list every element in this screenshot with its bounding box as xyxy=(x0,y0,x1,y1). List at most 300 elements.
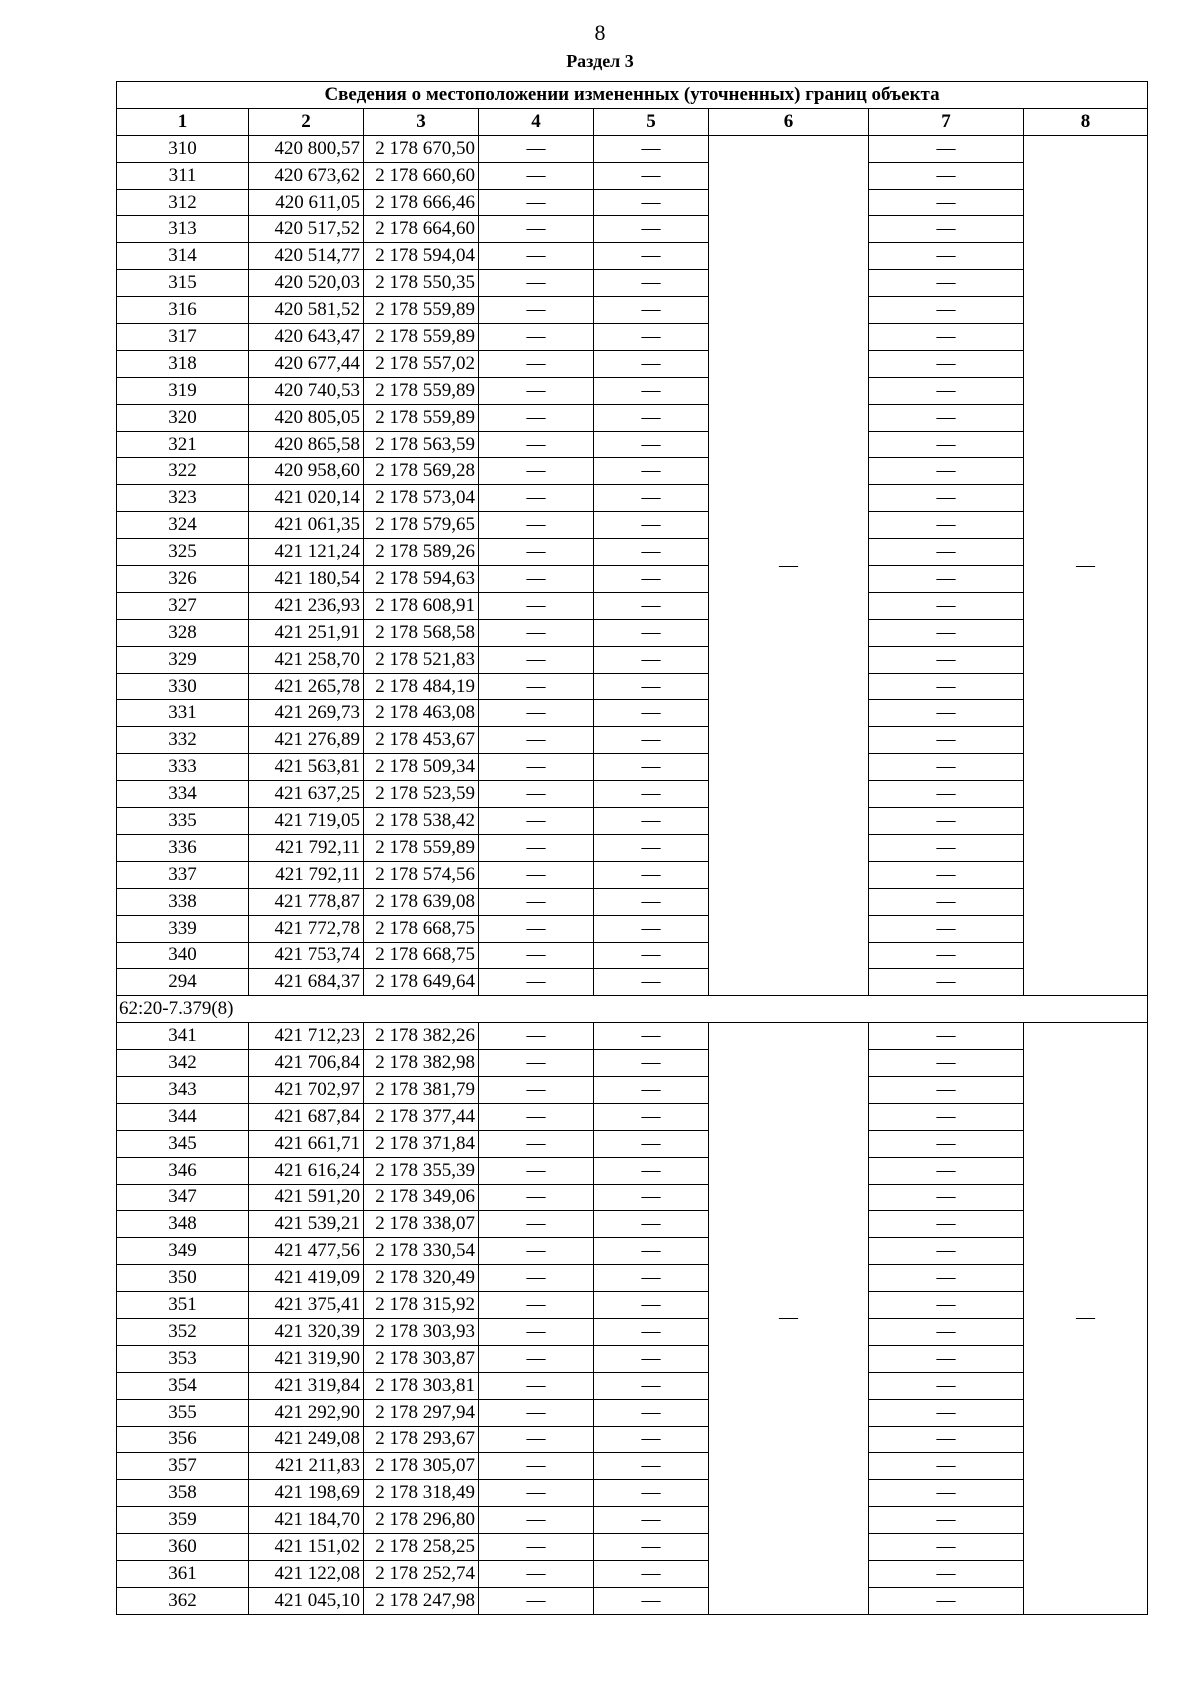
column-4-value: — xyxy=(479,1184,594,1211)
column-5-value: — xyxy=(594,135,709,162)
point-number: 362 xyxy=(117,1587,249,1614)
coordinate-y: 2 178 382,98 xyxy=(364,1050,479,1077)
coordinate-y: 2 178 258,25 xyxy=(364,1534,479,1561)
column-7-value: — xyxy=(869,619,1024,646)
table-row xyxy=(117,431,1148,458)
point-number: 323 xyxy=(117,485,249,512)
point-number: 332 xyxy=(117,727,249,754)
table-row xyxy=(117,404,1148,431)
column-4-value: — xyxy=(479,673,594,700)
column-5-value: — xyxy=(594,243,709,270)
column-4-value: — xyxy=(479,485,594,512)
column-4-value: — xyxy=(479,1587,594,1614)
coordinate-y: 2 178 660,60 xyxy=(364,162,479,189)
column-4-value: — xyxy=(479,243,594,270)
column-5-value: — xyxy=(594,566,709,593)
coordinate-y: 2 178 589,26 xyxy=(364,539,479,566)
coordinate-y: 2 178 338,07 xyxy=(364,1211,479,1238)
coordinate-x: 421 045,10 xyxy=(249,1587,364,1614)
coordinate-x: 420 643,47 xyxy=(249,324,364,351)
point-number: 358 xyxy=(117,1480,249,1507)
table-row xyxy=(117,754,1148,781)
point-number: 310 xyxy=(117,135,249,162)
column-4-value: — xyxy=(479,216,594,243)
column-header: 4 xyxy=(479,108,594,135)
table-row xyxy=(117,888,1148,915)
column-7-value: — xyxy=(869,1265,1024,1292)
column-4-value: — xyxy=(479,1130,594,1157)
coordinate-y: 2 178 297,94 xyxy=(364,1399,479,1426)
coordinate-y: 2 178 484,19 xyxy=(364,673,479,700)
column-7-value: — xyxy=(869,969,1024,996)
column-5-value: — xyxy=(594,1023,709,1050)
table-row xyxy=(117,727,1148,754)
column-4-value: — xyxy=(479,1292,594,1319)
column-5-value: — xyxy=(594,1399,709,1426)
coordinate-y: 2 178 320,49 xyxy=(364,1265,479,1292)
column-5-value: — xyxy=(594,1318,709,1345)
column-4-value: — xyxy=(479,1560,594,1587)
column-4-value: — xyxy=(479,619,594,646)
coordinate-x: 421 020,14 xyxy=(249,485,364,512)
column-4-value: — xyxy=(479,324,594,351)
column-4-value: — xyxy=(479,969,594,996)
column-7-value: — xyxy=(869,700,1024,727)
coordinate-y: 2 178 318,49 xyxy=(364,1480,479,1507)
point-number: 350 xyxy=(117,1265,249,1292)
column-7-value: — xyxy=(869,808,1024,835)
coordinate-x: 420 611,05 xyxy=(249,189,364,216)
column-4-value: — xyxy=(479,1480,594,1507)
table-row xyxy=(117,1426,1148,1453)
column-7-value: — xyxy=(869,1480,1024,1507)
column-5-value: — xyxy=(594,754,709,781)
point-number: 313 xyxy=(117,216,249,243)
coordinate-y: 2 178 639,08 xyxy=(364,888,479,915)
column-4-value: — xyxy=(479,1318,594,1345)
coordinate-y: 2 178 315,92 xyxy=(364,1292,479,1319)
coordinate-y: 2 178 649,64 xyxy=(364,969,479,996)
column-7-value: — xyxy=(869,189,1024,216)
coordinate-x: 421 151,02 xyxy=(249,1534,364,1561)
coordinate-x: 421 772,78 xyxy=(249,915,364,942)
column-7-value: — xyxy=(869,1211,1024,1238)
column-4-value: — xyxy=(479,1157,594,1184)
table-row xyxy=(117,1507,1148,1534)
column-5-value: — xyxy=(594,404,709,431)
column-4-value: — xyxy=(479,1265,594,1292)
coordinate-y: 2 178 349,06 xyxy=(364,1184,479,1211)
column-7-value: — xyxy=(869,485,1024,512)
point-number: 357 xyxy=(117,1453,249,1480)
column-5-value: — xyxy=(594,969,709,996)
coordinate-y: 2 178 568,58 xyxy=(364,619,479,646)
column-7-value: — xyxy=(869,243,1024,270)
coordinate-x: 420 865,58 xyxy=(249,431,364,458)
column-header: 1 xyxy=(117,108,249,135)
coordinate-x: 421 375,41 xyxy=(249,1292,364,1319)
coordinate-x: 421 292,90 xyxy=(249,1399,364,1426)
column-7-value: — xyxy=(869,1372,1024,1399)
table-row xyxy=(117,1372,1148,1399)
coordinate-y: 2 178 371,84 xyxy=(364,1130,479,1157)
coordinate-x: 421 616,24 xyxy=(249,1157,364,1184)
column-5-value: — xyxy=(594,646,709,673)
table-row xyxy=(117,566,1148,593)
table-row xyxy=(117,162,1148,189)
point-number: 320 xyxy=(117,404,249,431)
column-4-value: — xyxy=(479,592,594,619)
column-4-value: — xyxy=(479,1023,594,1050)
table-row xyxy=(117,700,1148,727)
coordinate-x: 421 251,91 xyxy=(249,619,364,646)
table-row xyxy=(117,1480,1148,1507)
column-4-value: — xyxy=(479,1534,594,1561)
table-row xyxy=(117,1345,1148,1372)
column-5-value: — xyxy=(594,1211,709,1238)
table-row xyxy=(117,1238,1148,1265)
column-7-value: — xyxy=(869,1157,1024,1184)
coordinate-x: 421 539,21 xyxy=(249,1211,364,1238)
page-number: 8 xyxy=(594,20,606,45)
column-7-value: — xyxy=(869,1076,1024,1103)
column-4-value: — xyxy=(479,377,594,404)
column-4-value: — xyxy=(479,135,594,162)
coordinate-y: 2 178 559,89 xyxy=(364,324,479,351)
coordinate-x: 420 740,53 xyxy=(249,377,364,404)
point-number: 315 xyxy=(117,270,249,297)
column-5-value: — xyxy=(594,1103,709,1130)
table-row xyxy=(117,324,1148,351)
coordinate-y: 2 178 664,60 xyxy=(364,216,479,243)
table-row xyxy=(117,539,1148,566)
point-number: 333 xyxy=(117,754,249,781)
segment-label: 62:20-7.379(8) xyxy=(117,996,1148,1023)
column-5-value: — xyxy=(594,727,709,754)
coordinate-x: 421 792,11 xyxy=(249,861,364,888)
column-7-value: — xyxy=(869,1453,1024,1480)
column-header: 7 xyxy=(869,108,1024,135)
coordinate-x: 421 661,71 xyxy=(249,1130,364,1157)
point-number: 328 xyxy=(117,619,249,646)
point-number: 330 xyxy=(117,673,249,700)
column-5-value: — xyxy=(594,1157,709,1184)
column-7-value: — xyxy=(869,162,1024,189)
column-5-value: — xyxy=(594,1534,709,1561)
coordinate-x: 421 276,89 xyxy=(249,727,364,754)
column-4-value: — xyxy=(479,270,594,297)
column-8-value: — xyxy=(1024,135,1148,996)
column-7-value: — xyxy=(869,942,1024,969)
coordinate-y: 2 178 559,89 xyxy=(364,377,479,404)
column-4-value: — xyxy=(479,566,594,593)
column-header: 3 xyxy=(364,108,479,135)
coordinate-x: 420 677,44 xyxy=(249,350,364,377)
table-row xyxy=(117,834,1148,861)
column-5-value: — xyxy=(594,485,709,512)
column-5-value: — xyxy=(594,189,709,216)
column-7-value: — xyxy=(869,216,1024,243)
table-title-row xyxy=(117,82,1148,109)
column-6-value: — xyxy=(709,135,869,996)
coordinate-y: 2 178 382,26 xyxy=(364,1023,479,1050)
column-4-value: — xyxy=(479,700,594,727)
coordinate-x: 421 687,84 xyxy=(249,1103,364,1130)
point-number: 348 xyxy=(117,1211,249,1238)
table-row xyxy=(117,1318,1148,1345)
point-number: 353 xyxy=(117,1345,249,1372)
point-number: 294 xyxy=(117,969,249,996)
table-row xyxy=(117,1560,1148,1587)
coordinate-y: 2 178 670,50 xyxy=(364,135,479,162)
column-7-value: — xyxy=(869,754,1024,781)
column-header: 6 xyxy=(709,108,869,135)
point-number: 355 xyxy=(117,1399,249,1426)
column-7-value: — xyxy=(869,324,1024,351)
coordinate-y: 2 178 523,59 xyxy=(364,781,479,808)
table-row xyxy=(117,969,1148,996)
column-4-value: — xyxy=(479,834,594,861)
coordinate-x: 421 477,56 xyxy=(249,1238,364,1265)
column-7-value: — xyxy=(869,727,1024,754)
column-7-value: — xyxy=(869,1534,1024,1561)
column-5-value: — xyxy=(594,592,709,619)
table-row xyxy=(117,458,1148,485)
column-5-value: — xyxy=(594,1265,709,1292)
column-5-value: — xyxy=(594,1076,709,1103)
table-row xyxy=(117,1076,1148,1103)
coordinate-y: 2 178 557,02 xyxy=(364,350,479,377)
table-row xyxy=(117,1157,1148,1184)
coordinate-y: 2 178 303,81 xyxy=(364,1372,479,1399)
coordinate-y: 2 178 574,56 xyxy=(364,861,479,888)
column-4-value: — xyxy=(479,1372,594,1399)
coordinate-x: 420 958,60 xyxy=(249,458,364,485)
coordinate-x: 420 517,52 xyxy=(249,216,364,243)
column-7-value: — xyxy=(869,1426,1024,1453)
column-7-value: — xyxy=(869,1507,1024,1534)
column-7-value: — xyxy=(869,915,1024,942)
coordinate-y: 2 178 563,59 xyxy=(364,431,479,458)
column-7-value: — xyxy=(869,1318,1024,1345)
coordinate-y: 2 178 305,07 xyxy=(364,1453,479,1480)
point-number: 314 xyxy=(117,243,249,270)
column-4-value: — xyxy=(479,1103,594,1130)
coordinate-x: 421 702,97 xyxy=(249,1076,364,1103)
column-5-value: — xyxy=(594,915,709,942)
coordinate-y: 2 178 594,04 xyxy=(364,243,479,270)
coordinate-x: 421 258,70 xyxy=(249,646,364,673)
table-row xyxy=(117,1103,1148,1130)
point-number: 311 xyxy=(117,162,249,189)
point-number: 339 xyxy=(117,915,249,942)
coordinate-x: 421 061,35 xyxy=(249,512,364,539)
point-number: 349 xyxy=(117,1238,249,1265)
point-number: 360 xyxy=(117,1534,249,1561)
column-4-value: — xyxy=(479,1211,594,1238)
coordinate-x: 421 198,69 xyxy=(249,1480,364,1507)
table-row xyxy=(117,1534,1148,1561)
column-4-value: — xyxy=(479,458,594,485)
column-7-value: — xyxy=(869,1345,1024,1372)
coordinate-y: 2 178 521,83 xyxy=(364,646,479,673)
coordinate-y: 2 178 538,42 xyxy=(364,808,479,835)
point-number: 317 xyxy=(117,324,249,351)
column-7-value: — xyxy=(869,1023,1024,1050)
coordinate-x: 421 684,37 xyxy=(249,969,364,996)
column-5-value: — xyxy=(594,1050,709,1077)
table-row xyxy=(117,350,1148,377)
coordinate-y: 2 178 330,54 xyxy=(364,1238,479,1265)
coordinate-y: 2 178 377,44 xyxy=(364,1103,479,1130)
column-header: 2 xyxy=(249,108,364,135)
table-row xyxy=(117,1399,1148,1426)
table-row xyxy=(117,1023,1148,1050)
point-number: 344 xyxy=(117,1103,249,1130)
column-7-value: — xyxy=(869,431,1024,458)
section-title: Раздел 3 xyxy=(566,51,634,71)
column-7-value: — xyxy=(869,1399,1024,1426)
coordinate-x: 420 800,57 xyxy=(249,135,364,162)
column-4-value: — xyxy=(479,1345,594,1372)
coordinate-x: 421 712,23 xyxy=(249,1023,364,1050)
coordinate-x: 421 792,11 xyxy=(249,834,364,861)
coordinate-y: 2 178 509,34 xyxy=(364,754,479,781)
point-number: 352 xyxy=(117,1318,249,1345)
column-7-value: — xyxy=(869,270,1024,297)
coordinate-y: 2 178 252,74 xyxy=(364,1560,479,1587)
column-4-value: — xyxy=(479,350,594,377)
coordinate-y: 2 178 573,04 xyxy=(364,485,479,512)
table-row xyxy=(117,673,1148,700)
column-5-value: — xyxy=(594,350,709,377)
column-7-value: — xyxy=(869,512,1024,539)
coordinate-x: 421 236,93 xyxy=(249,592,364,619)
point-number: 319 xyxy=(117,377,249,404)
column-4-value: — xyxy=(479,808,594,835)
column-5-value: — xyxy=(594,512,709,539)
column-5-value: — xyxy=(594,1184,709,1211)
column-7-value: — xyxy=(869,673,1024,700)
table-row xyxy=(117,377,1148,404)
column-5-value: — xyxy=(594,1587,709,1614)
point-number: 361 xyxy=(117,1560,249,1587)
coordinate-x: 421 319,84 xyxy=(249,1372,364,1399)
coordinate-x: 421 320,39 xyxy=(249,1318,364,1345)
column-4-value: — xyxy=(479,1238,594,1265)
coordinate-y: 2 178 559,89 xyxy=(364,404,479,431)
column-5-value: — xyxy=(594,1560,709,1587)
table-row xyxy=(117,1292,1148,1319)
coordinate-y: 2 178 668,75 xyxy=(364,942,479,969)
column-7-value: — xyxy=(869,646,1024,673)
coordinate-x: 421 706,84 xyxy=(249,1050,364,1077)
point-number: 340 xyxy=(117,942,249,969)
point-number: 326 xyxy=(117,566,249,593)
column-7-value: — xyxy=(869,1103,1024,1130)
coordinate-x: 421 184,70 xyxy=(249,1507,364,1534)
coordinate-x: 421 753,74 xyxy=(249,942,364,969)
table-row xyxy=(117,1130,1148,1157)
coordinate-y: 2 178 296,80 xyxy=(364,1507,479,1534)
point-number: 335 xyxy=(117,808,249,835)
column-4-value: — xyxy=(479,781,594,808)
coordinate-y: 2 178 666,46 xyxy=(364,189,479,216)
table-row xyxy=(117,592,1148,619)
point-number: 354 xyxy=(117,1372,249,1399)
coordinate-x: 421 637,25 xyxy=(249,781,364,808)
point-number: 346 xyxy=(117,1157,249,1184)
column-7-value: — xyxy=(869,1184,1024,1211)
column-7-value: — xyxy=(869,592,1024,619)
table-row xyxy=(117,808,1148,835)
column-7-value: — xyxy=(869,1238,1024,1265)
coordinate-y: 2 178 559,89 xyxy=(364,834,479,861)
column-7-value: — xyxy=(869,1560,1024,1587)
column-4-value: — xyxy=(479,297,594,324)
coordinate-x: 421 265,78 xyxy=(249,673,364,700)
table-body xyxy=(117,82,1148,1615)
column-5-value: — xyxy=(594,1480,709,1507)
coordinate-x: 420 581,52 xyxy=(249,297,364,324)
point-number: 329 xyxy=(117,646,249,673)
column-5-value: — xyxy=(594,216,709,243)
column-5-value: — xyxy=(594,942,709,969)
table-row xyxy=(117,1265,1148,1292)
column-4-value: — xyxy=(479,162,594,189)
coordinate-y: 2 178 579,65 xyxy=(364,512,479,539)
column-5-value: — xyxy=(594,1372,709,1399)
column-4-value: — xyxy=(479,754,594,781)
column-4-value: — xyxy=(479,1453,594,1480)
column-7-value: — xyxy=(869,861,1024,888)
coordinate-x: 421 269,73 xyxy=(249,700,364,727)
coordinate-x: 421 563,81 xyxy=(249,754,364,781)
point-number: 343 xyxy=(117,1076,249,1103)
table-row xyxy=(117,619,1148,646)
column-4-value: — xyxy=(479,727,594,754)
column-5-value: — xyxy=(594,619,709,646)
column-5-value: — xyxy=(594,1292,709,1319)
point-number: 359 xyxy=(117,1507,249,1534)
point-number: 325 xyxy=(117,539,249,566)
point-number: 322 xyxy=(117,458,249,485)
column-5-value: — xyxy=(594,781,709,808)
table-row xyxy=(117,135,1148,162)
column-7-value: — xyxy=(869,1130,1024,1157)
column-5-value: — xyxy=(594,888,709,915)
coordinate-x: 420 520,03 xyxy=(249,270,364,297)
column-5-value: — xyxy=(594,1130,709,1157)
coordinate-y: 2 178 453,67 xyxy=(364,727,479,754)
coordinate-x: 421 719,05 xyxy=(249,808,364,835)
table-row xyxy=(117,942,1148,969)
table-row xyxy=(117,1211,1148,1238)
coordinate-x: 421 249,08 xyxy=(249,1426,364,1453)
column-5-value: — xyxy=(594,861,709,888)
coordinate-x: 420 514,77 xyxy=(249,243,364,270)
column-7-value: — xyxy=(869,781,1024,808)
coordinate-x: 421 319,90 xyxy=(249,1345,364,1372)
table-row xyxy=(117,1453,1148,1480)
column-4-value: — xyxy=(479,431,594,458)
table-row xyxy=(117,512,1148,539)
table-row xyxy=(117,861,1148,888)
column-7-value: — xyxy=(869,297,1024,324)
coordinate-x: 421 419,09 xyxy=(249,1265,364,1292)
column-5-value: — xyxy=(594,834,709,861)
table-row xyxy=(117,485,1148,512)
